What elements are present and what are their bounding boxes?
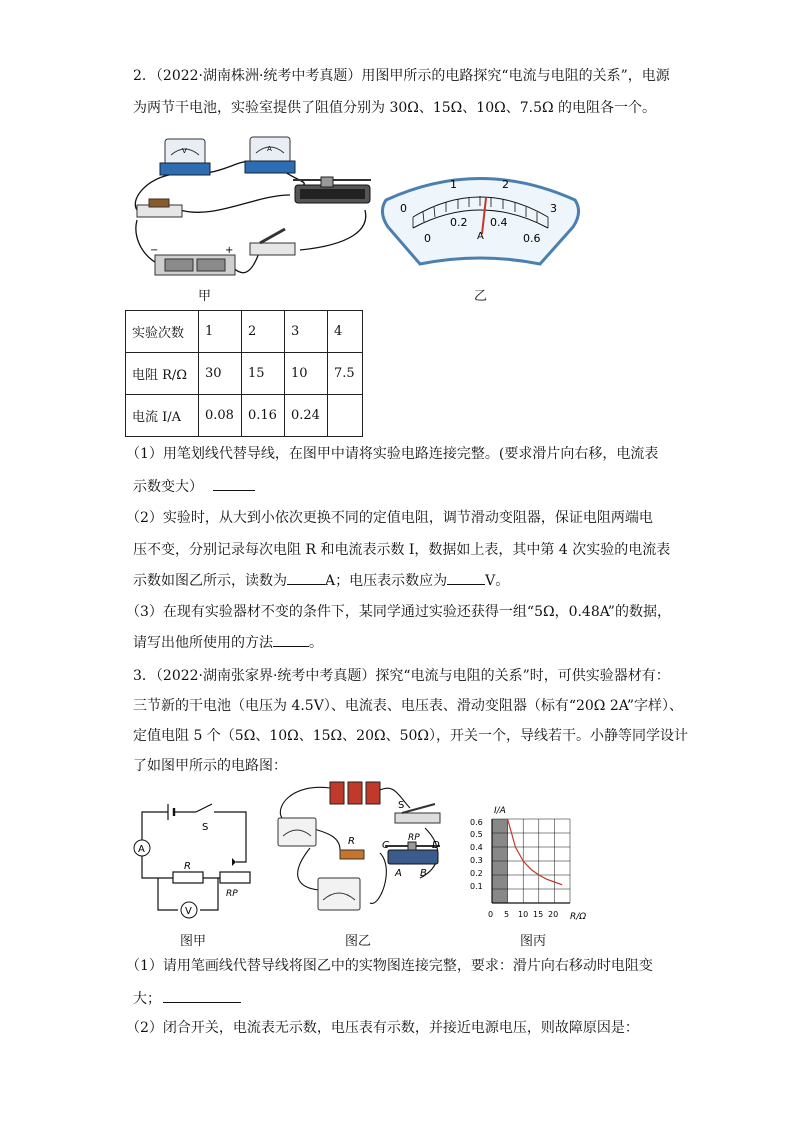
q2-s2-text-b: A；电压表示数应为	[325, 573, 448, 589]
dial-bottom-2: 0.4	[490, 216, 508, 229]
dial-bottom-3: 0.6	[523, 232, 541, 245]
table-cell: 0.08	[199, 395, 242, 437]
q2-s2-line1: （2）实验时，从大到小依次更换不同的定值电阻，调节滑动变阻器，保证电阻两端电	[126, 510, 653, 526]
q2-apparatus-figure	[125, 125, 375, 290]
table-cell: 0.16	[242, 395, 285, 437]
answer-blank[interactable]	[273, 632, 309, 647]
dial-top-3: 3	[550, 202, 557, 215]
graph-xtick: 15	[533, 910, 544, 919]
table-header: 实验次数	[126, 311, 199, 353]
table-cell: 30	[199, 353, 242, 395]
table-cell: 4	[328, 311, 363, 353]
q3-fig-yi-caption: 图乙	[345, 934, 372, 949]
table-header: 电流 I/A	[126, 395, 199, 437]
terminal-b-label: B	[420, 868, 427, 879]
table-row	[126, 395, 363, 437]
q3-s1-line2	[133, 988, 241, 1009]
svg-text:V: V	[182, 147, 187, 155]
voltmeter-label: V	[185, 906, 192, 917]
table-cell: 0.24	[285, 395, 328, 437]
table-cell: 1	[199, 311, 242, 353]
graph-ytick: 0.3	[470, 856, 483, 865]
q2-ammeter-dial	[378, 172, 583, 272]
photo-rheostat-label: RP	[408, 833, 420, 843]
answer-blank[interactable]	[447, 570, 485, 585]
switch-icon	[250, 229, 295, 255]
battery-icon	[330, 782, 380, 804]
q2-line2: 为两节干电池，实验室提供了阻值分别为 30Ω、15Ω、10Ω、7.5Ω 的电阻各一个。	[133, 100, 657, 116]
photo-switch-label: S	[398, 800, 405, 811]
dial-top-0: 0	[400, 202, 407, 215]
answer-blank[interactable]	[163, 988, 241, 1003]
q3-s1-line1: （1）请用笔画线代替导线将图乙中的实物图连接完整，要求：滑片向右移动时电阻变	[126, 958, 653, 974]
table-cell: 3	[285, 311, 328, 353]
q2-fig-jia-caption: 甲	[198, 289, 212, 304]
answer-blank[interactable]	[213, 476, 255, 491]
graph-xtick: 20	[548, 910, 559, 919]
table-cell	[328, 395, 363, 437]
table-cell: 15	[242, 353, 285, 395]
battery-icon	[150, 245, 235, 275]
voltmeter-icon	[160, 139, 210, 175]
q2-line1: 2．（2022·湖南株洲·统考中考真题）用图甲所示的电路探究“电流与电阻的关系”，电源	[133, 68, 670, 84]
rheostat-label: RP	[226, 889, 238, 899]
graph-ytick: 0.2	[470, 869, 483, 878]
graph-ytick: 0.4	[470, 843, 483, 852]
q3-fig-jia-caption: 图甲	[180, 934, 207, 949]
dial-bottom-1: 0.2	[450, 216, 468, 229]
table-row	[126, 311, 363, 353]
table-cell: 2	[242, 311, 285, 353]
table-cell: 7.5	[328, 353, 363, 395]
q3-line1: 3．（2022·湖南张家界·统考中考真题）探究“电流与电阻的关系”时，可供实验器材有：	[133, 668, 670, 684]
graph-ytick: 0.1	[470, 882, 483, 891]
photo-resistor-label: R	[348, 836, 355, 847]
switch-label: S	[202, 822, 209, 833]
q2-s1-line2	[133, 476, 255, 497]
q2-fig-yi-caption: 乙	[474, 289, 488, 304]
graph-xtick: 5	[504, 910, 510, 919]
graph-ytick: 0.5	[470, 830, 483, 839]
table-row	[126, 353, 363, 395]
ammeter-label: A	[138, 844, 145, 855]
q2-s3-line2	[133, 632, 323, 653]
q3-line2: 三节新的干电池（电压为 4.5V）、电流表、电压表、滑动变阻器（标有“20Ω 2A”字样）、	[133, 698, 683, 714]
q2-s1-line1: （1）用笔划线代替导线，在图甲中请将实验电路连接完整。(要求滑片向右移，电流表	[126, 446, 659, 462]
table-cell: 10	[285, 353, 328, 395]
terminal-c-label: C	[382, 840, 389, 851]
terminal-a-label: A	[395, 868, 402, 879]
q2-s3-text-b: 。	[309, 635, 323, 651]
graph-ylabel: I/A	[494, 806, 506, 816]
resistor-icon	[137, 199, 182, 217]
q2-s2-text-a: 示数如图乙所示，读数为	[133, 573, 287, 589]
graph-ytick: 0.6	[470, 818, 483, 827]
answer-blank[interactable]	[287, 570, 325, 585]
resistor-icon	[340, 850, 364, 859]
q3-s1-text: 大；	[133, 991, 161, 1007]
q3-graph	[470, 805, 595, 923]
voltmeter-icon	[318, 878, 360, 910]
q3-s2-line1: （2）闭合开关，电流表无示数，电压表有示数，并接近电源电压，则故障原因是：	[126, 1020, 639, 1036]
dial-bottom-0: 0	[424, 232, 431, 245]
graph-xlabel: R/Ω	[570, 912, 587, 922]
graph-xtick: 10	[518, 910, 529, 919]
q3-physical-setup	[270, 778, 445, 928]
q2-s3-text-a: 请写出他所使用的方法	[133, 635, 273, 651]
q3-line3: 定值电阻 5 个（5Ω、10Ω、15Ω、20Ω、50Ω），开关一个，导线若干。小静等同学设计	[133, 728, 689, 744]
ammeter-icon	[245, 137, 295, 173]
q2-data-table	[125, 310, 363, 437]
ammeter-icon	[278, 818, 316, 846]
q3-circuit-diagram	[128, 800, 258, 925]
rheostat-icon	[293, 177, 371, 203]
q2-s2-line2: 压不变，分别记录每次电阻 R 和电流表示数 I，数据如上表，其中第 4 次实验的电流表	[133, 542, 671, 558]
q3-line4: 了如图甲所示的电路图：	[133, 758, 287, 774]
q2-s3-line1: （3）在现有实验器材不变的条件下，某同学通过实验还获得一组“5Ω，0.48A”的数据，	[126, 604, 671, 620]
svg-text:A: A	[267, 145, 272, 153]
dial-unit: A	[477, 231, 484, 242]
dial-top-1: 1	[450, 178, 457, 191]
q3-fig-bing-caption: 图丙	[520, 934, 547, 949]
graph-xtick: 0	[488, 910, 494, 919]
q2-s2-text-c: V。	[485, 573, 510, 589]
q2-s2-line3	[133, 570, 509, 591]
svg-text:−: −	[150, 245, 159, 256]
dial-top-2: 2	[502, 178, 509, 191]
resistor-label: R	[184, 861, 191, 872]
table-header: 电阻 R/Ω	[126, 353, 199, 395]
terminal-d-label: D	[432, 840, 440, 851]
svg-text:+: +	[225, 245, 234, 256]
q2-s1-text: 示数变大）	[133, 479, 203, 495]
